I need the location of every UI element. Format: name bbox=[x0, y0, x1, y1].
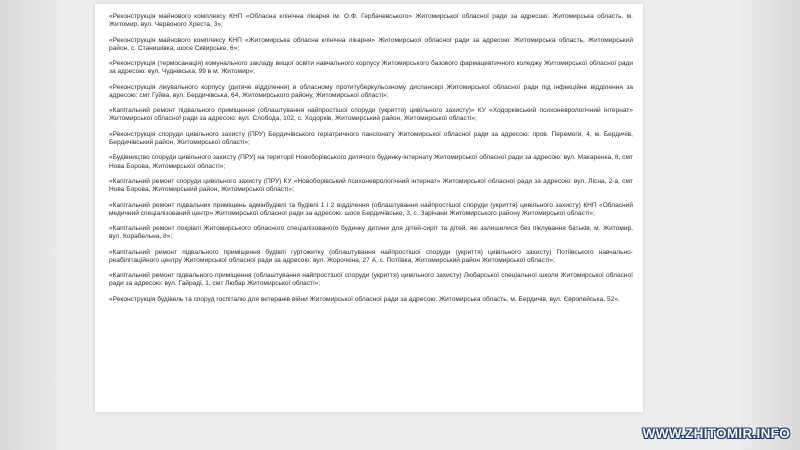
list-item: «Капітальний ремонт підвального приміщення (облаштування найпростішої споруди (укриття) цивільного захисту) Любарської спеціальної школи Житомирської обласної ради за адресою: вул. Гайраді, 1, смт Любар Житомирської області»; bbox=[109, 272, 633, 288]
list-item: «Реконструкція лікувального корпусу (дитяче відділення) в обласному протитуберкульозному диспансері Житомирської обласної ради під інфекційне відділення за адресою: смт Гуйва, вул. Бердичівська, 64, Житомирського району, Житомирської області»; bbox=[109, 83, 633, 99]
list-item: «Капітальний ремонт підвального приміщення будівлі гуртожитку (облаштування найпростішої споруди (укриття) цивільного захисту) Потіївського навчально-реабілітаційного центру Житомирської обласної ради за адресою: вул. Жорочкіна, 27 А, с. Потіївка, Житомирський район Житомирської області»; bbox=[109, 248, 633, 264]
list-item: «Капітальний ремонт покрівлі Житомирського обласного спеціалізованого будинку дитини для дітей-сиріт та дітей, які залишилися без піклування батьків, м. Житомир, вул. Корабельна, 8»; bbox=[109, 225, 633, 241]
list-item: «Реконструкція майнового комплексу КНП «Житомирська обласна клінічна лікарня» Житомирської обласної ради за адресою: Житомирська область, Житомирський район, с. Станишівка, шосе Сквирське, 6»; bbox=[109, 36, 633, 52]
list-item: «Реконструкція (термосанація) комунального закладу вищої освіти навчального корпусу Житомирського базового фармацевтичного коледжу Житомирської обласної ради за адресою: вул. Чуднівська, 99 в м. Житомир»; bbox=[109, 60, 633, 76]
site-watermark: WWW.ZHITOMIR.INFO bbox=[642, 426, 790, 441]
list-item: «Капітальний ремонт підвального приміщення (облаштування найпростішої споруди (укриття) цивільного захисту)» КУ «Ходорківський психоневрологічний інтернат» Житомирської обласної ради за адресою: вул. Слобода, 102, с. Ходорків, Житомирський район, Житомирської області»; bbox=[109, 107, 633, 123]
document-page bbox=[95, 4, 643, 412]
list-item: «Капітальний ремонт підвальних приміщень адмінбудівлі та будівлі 1 і 2 відділення (облаштування найпростішої споруди (укриття) цивільного захисту) КНП «Обласний медичний спеціалізований центр» Житомирської обласної ради за адресою: шосе Бердичівське, 3, с. Зарічани Житомирського району Житомирської області»; bbox=[109, 201, 633, 217]
list-item: «Реконструкція будівель та споруд госпіталю для ветеранів війни Житомирської обласної ради за адресою: Житомирська область, м. Бердичів, вул. Європейська, 52». bbox=[109, 295, 620, 303]
list-item: «Капітальний ремонт споруди цивільного захисту (ПРУ) КУ «Новоборівський психоневрологічний інтернат» Житомирської обласної ради за адресою: вул. Лісна, 2-а, смт Нова Борова, Житомирський район, Житомирської області»; bbox=[109, 178, 633, 194]
list-item: «Будівництво споруди цивільного захисту (ПРУ) на території Новоборівського дитячого будинку-інтернату Житомирської обласної ради за адресою: вул. Макаренка, 8, смт Нова Борова, Житомирської області»; bbox=[109, 154, 633, 170]
list-item: «Реконструкція майнового комплексу КНП «Обласна клінічна лікарня ім. О.Ф. Гербачевського» Житомирської обласної ради за адресою: Житомирська область, м. Житомир, вул. Червоного Хреста, 3»; bbox=[109, 13, 633, 29]
list-item: «Реконструкція споруди цивільного захисту (ПРУ) Бердичівського геріатричного пансіонату Житомирської обласної ради за адресою: пров. Перемоги, 4, м. Бердичів, Бердичівський район, Житомирської області»; bbox=[109, 130, 633, 146]
